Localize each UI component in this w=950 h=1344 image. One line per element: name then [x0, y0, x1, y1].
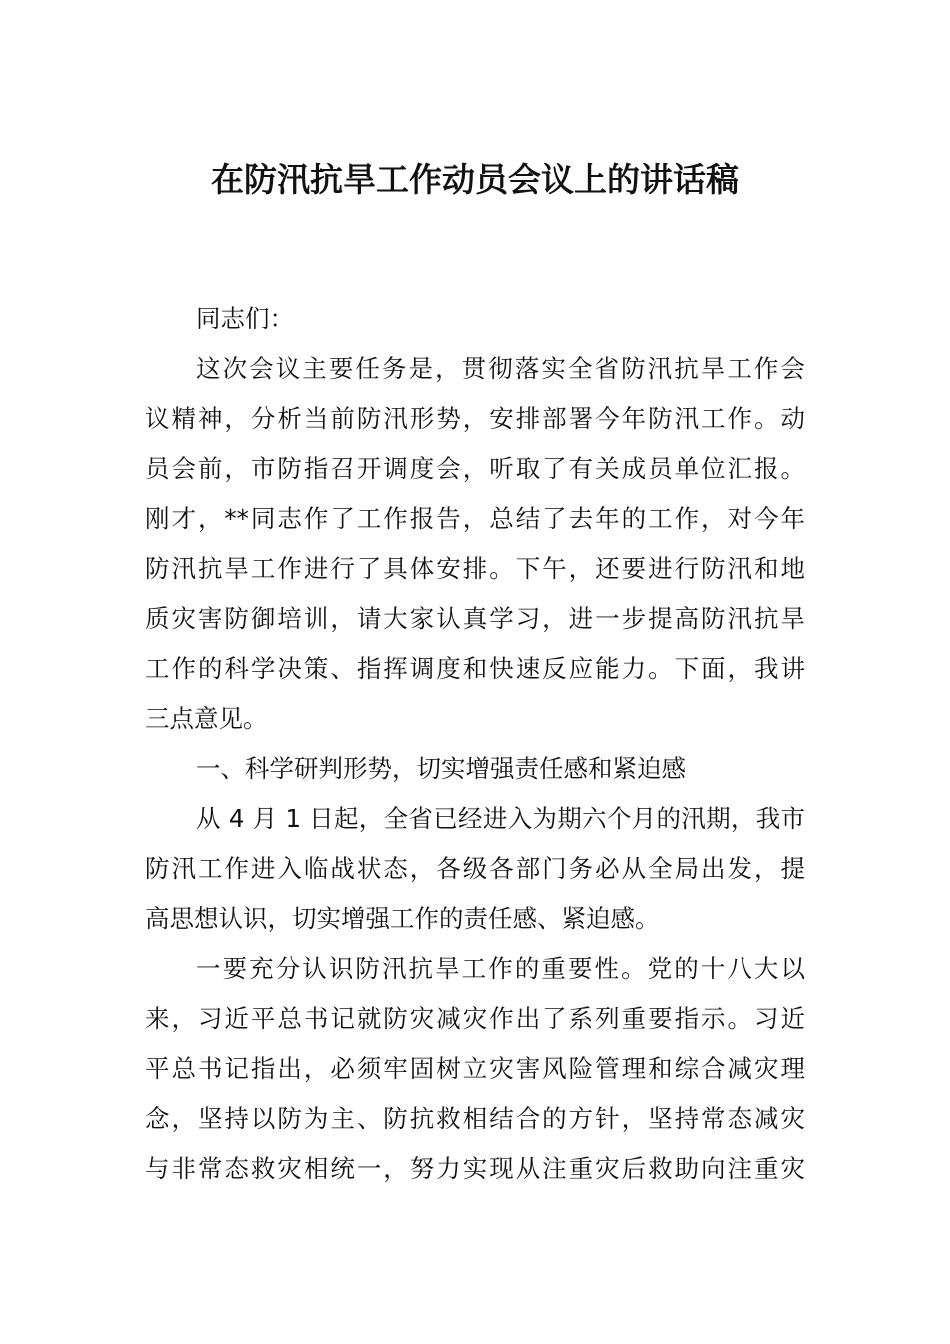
text-line: 从 4 月 1 日起，全省已经进入为期六个月的汛期，我市: [196, 804, 805, 833]
text-line: 这次会议主要任务是，贯彻落实全省防汛抗旱工作会: [196, 354, 805, 383]
text-line: 来，习近平总书记就防灾减灾作出了系列重要指示。习近: [145, 1004, 805, 1033]
text-line: 工作的科学决策、指挥调度和快速反应能力。下面，我讲: [145, 654, 805, 683]
text-line: 同志们：: [196, 304, 294, 333]
text-line: 一、科学研判形势，切实增强责任感和紧迫感: [196, 754, 686, 783]
text-line: 高思想认识，切实增强工作的责任感、紧迫感。: [145, 904, 660, 933]
text-line: 防汛抗旱工作进行了具体安排。下午，还要进行防汛和地: [145, 554, 805, 583]
text-line: 员会前，市防指召开调度会，听取了有关成员单位汇报。: [145, 454, 805, 483]
text-line: 刚才，**同志作了工作报告，总结了去年的工作，对今年: [145, 504, 805, 533]
text-line: 三点意见。: [145, 704, 268, 733]
text-line: 议精神，分析当前防汛形势，安排部署今年防汛工作。动: [145, 404, 805, 433]
document-body: [145, 294, 805, 1194]
text-line: 一要充分认识防汛抗旱工作的重要性。党的十八大以: [196, 954, 805, 983]
text-line: 质灾害防御培训，请大家认真学习，进一步提高防汛抗旱: [145, 604, 805, 633]
document-title: 在防汛抗旱工作动员会议上的讲话稿: [211, 160, 739, 199]
text-line: 与非常态救灾相统一，努力实现从注重灾后救助向注重灾: [145, 1154, 805, 1183]
text-line: 平总书记指出，必须牢固树立灾害风险管理和综合减灾理: [145, 1054, 805, 1083]
text-line: 防汛工作进入临战状态，各级各部门务必从全局出发，提: [145, 854, 805, 883]
text-line: 念，坚持以防为主、防抗救相结合的方针，坚持常态减灾: [145, 1104, 805, 1133]
